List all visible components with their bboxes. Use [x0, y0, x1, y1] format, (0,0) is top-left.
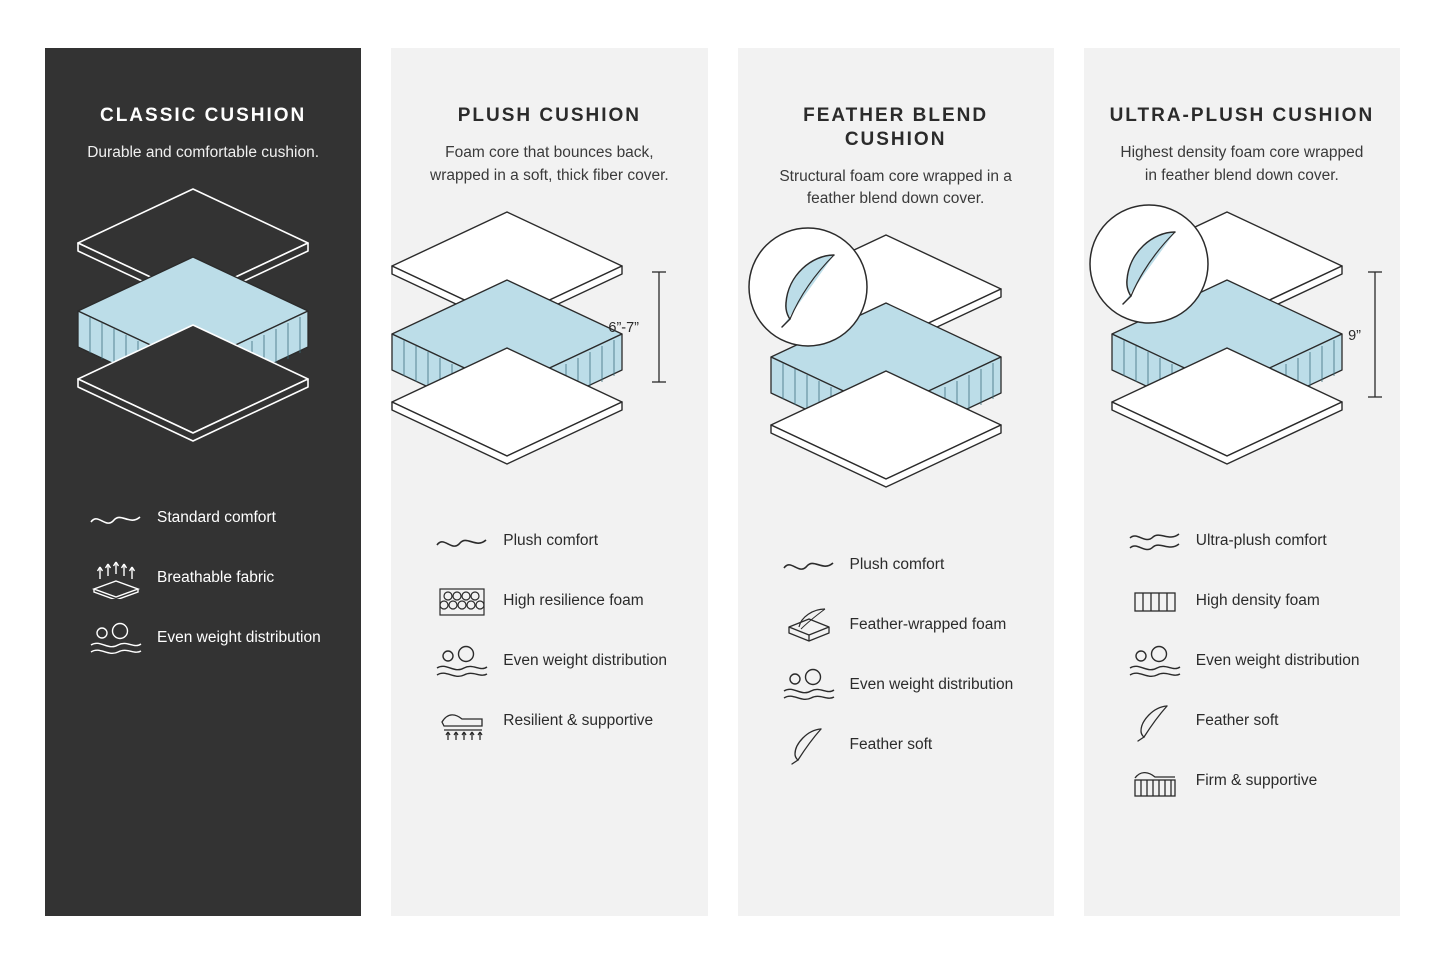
weight-distribution-icon: [85, 621, 147, 657]
wave-icon: [1124, 529, 1186, 555]
card-title: ULTRA-PLUSH CUSHION: [1109, 105, 1375, 126]
honeycomb-foam-icon: [431, 583, 493, 621]
feature-label: Feather soft: [1195, 712, 1279, 730]
feature-label: Ultra-plush comfort: [1195, 532, 1327, 550]
feature-item: [391, 700, 707, 744]
card-description: Highest density foam core wrapped in feather blend down cover.: [1120, 143, 1364, 184]
card-description: Structural foam core wrapped in a feather blend down cover.: [779, 167, 1012, 208]
feature-item: [45, 497, 361, 541]
feature-item: [738, 603, 1054, 647]
feature-item: [738, 723, 1054, 767]
cushion-exploded-diagram: [746, 225, 1046, 495]
feature-item: [1084, 700, 1400, 744]
cushion-card-classic[interactable]: [45, 48, 361, 916]
feature-list: [45, 479, 361, 661]
feature-label: Resilient & supportive: [503, 712, 654, 730]
cushion-card-feather-blend[interactable]: [738, 48, 1054, 916]
cushion-card-plush[interactable]: [391, 48, 707, 916]
feature-label: Plush comfort: [849, 555, 945, 573]
card-description: Durable and comfortable cushion.: [87, 143, 320, 161]
feather-icon: [1124, 701, 1186, 743]
cushion-diagram-wrap: [1084, 202, 1400, 502]
card-title: FEATHER BLEND CUSHION: [803, 105, 989, 150]
breathable-fabric-icon: [85, 559, 147, 599]
weight-distribution-icon: [778, 667, 840, 703]
cushion-diagram-wrap: [738, 225, 1054, 525]
feather-wrapped-foam-icon: [778, 605, 840, 645]
feature-list: [1084, 502, 1400, 804]
weight-distribution-icon: [1124, 644, 1186, 680]
dimension-bar: [1368, 272, 1382, 397]
feature-item: [738, 543, 1054, 587]
feather-badge-icon: [1090, 205, 1208, 323]
cushion-exploded-diagram: [387, 202, 687, 472]
dimension-bar: [652, 272, 666, 382]
weight-distribution-icon: [431, 644, 493, 680]
feather-icon: [778, 724, 840, 766]
feature-item: [1084, 520, 1400, 564]
wave-icon: [778, 554, 840, 576]
feature-item: [738, 663, 1054, 707]
card-title: PLUSH CUSHION: [457, 105, 642, 126]
resilient-support-icon: [431, 702, 493, 742]
feature-label: Even weight distribution: [503, 652, 667, 670]
cushion-diagram-wrap: [45, 179, 361, 479]
cushion-card-ultra-plush[interactable]: [1084, 48, 1400, 916]
cushion-diagram-wrap: [391, 202, 707, 502]
feature-item: [45, 617, 361, 661]
cushion-exploded-diagram: [1087, 202, 1397, 472]
dimension-label: 9”: [1347, 327, 1361, 344]
feature-label: Standard comfort: [157, 509, 276, 527]
feature-label: Feather soft: [849, 735, 933, 753]
feature-item: [391, 520, 707, 564]
feature-list: [391, 502, 707, 744]
feature-item: [45, 557, 361, 601]
feature-label: Even weight distribution: [157, 629, 321, 647]
feature-item: [1084, 580, 1400, 624]
feature-list: [738, 525, 1054, 767]
feather-badge-icon: [749, 228, 867, 346]
feature-item: [1084, 760, 1400, 804]
card-title: CLASSIC CUSHION: [99, 105, 307, 126]
wave-icon: [431, 531, 493, 553]
firm-support-icon: [1124, 762, 1186, 802]
feature-label: Even weight distribution: [849, 675, 1014, 693]
feature-label: Firm & supportive: [1195, 772, 1318, 790]
feature-label: Feather-wrapped foam: [849, 615, 1007, 633]
feature-label: Breathable fabric: [157, 569, 275, 587]
dimension-label: 6”-7”: [608, 319, 639, 336]
cushion-exploded-diagram: [73, 179, 333, 449]
feature-item: [391, 640, 707, 684]
feature-item: [391, 580, 707, 624]
feature-label: High density foam: [1195, 592, 1320, 610]
feature-label: Plush comfort: [503, 532, 599, 550]
feature-label: Even weight distribution: [1195, 652, 1360, 670]
high-density-foam-icon: [1124, 585, 1186, 619]
card-description: Foam core that bounces back, wrapped in a soft, thick fiber cover.: [430, 143, 669, 184]
feature-label: High resilience foam: [503, 592, 644, 610]
feature-item: [1084, 640, 1400, 684]
wave-icon: [85, 508, 147, 530]
